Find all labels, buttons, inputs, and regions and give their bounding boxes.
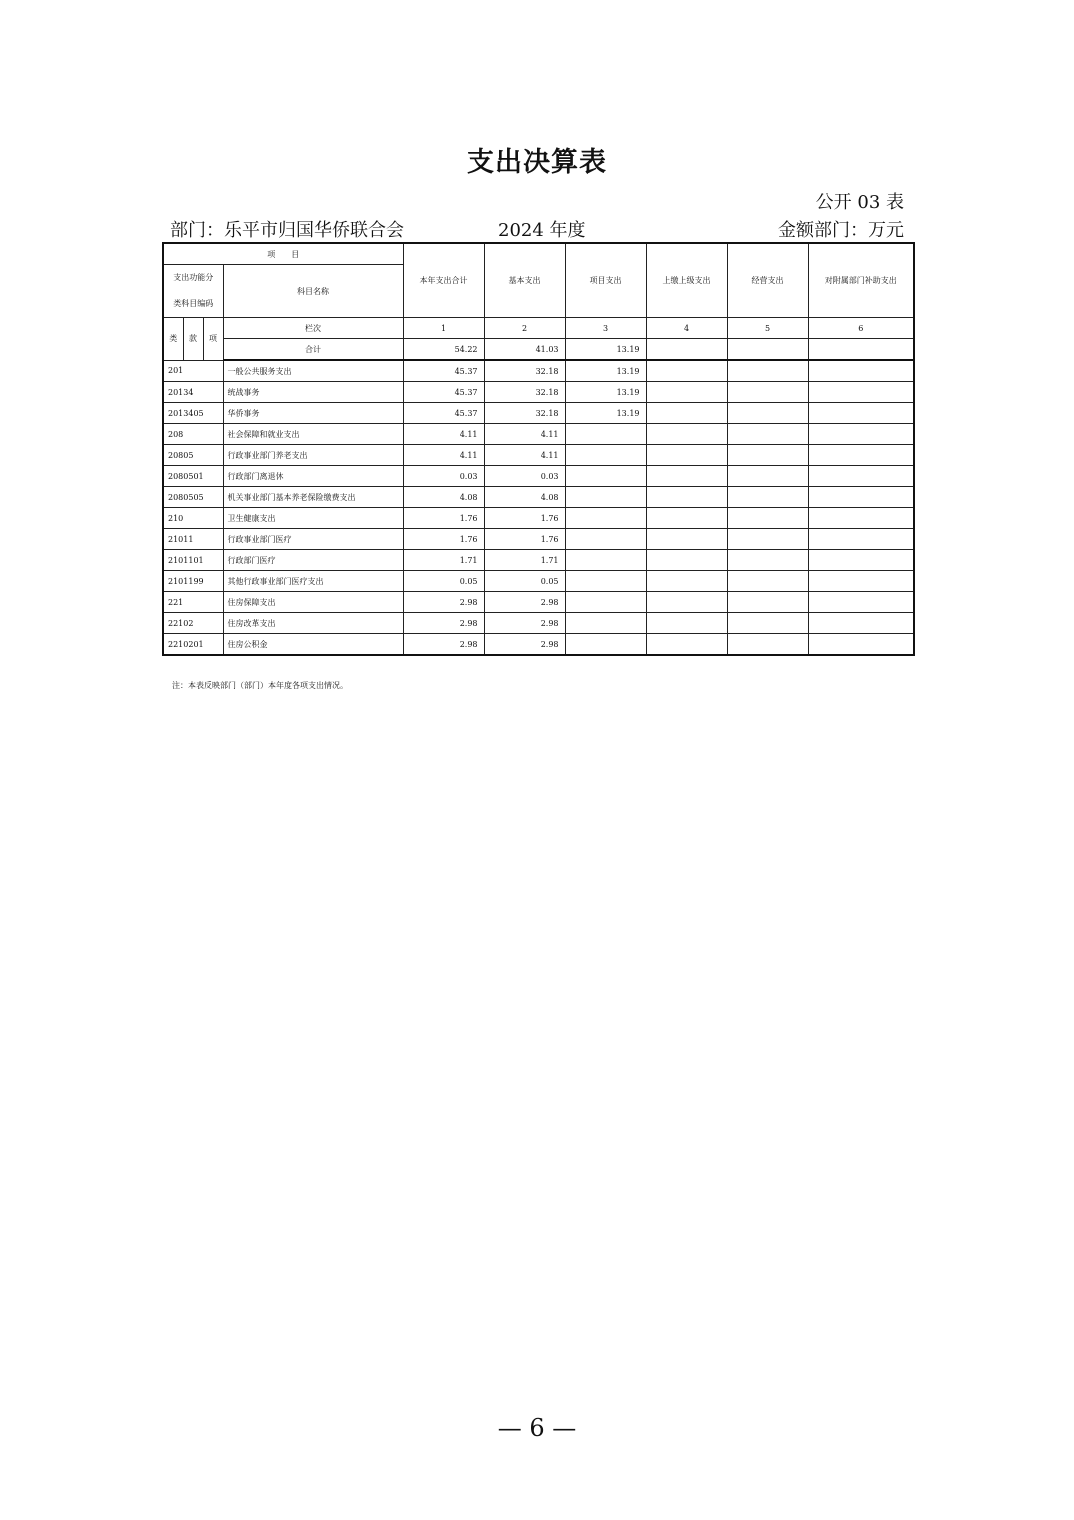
subject-code: 20134 — [163, 382, 223, 403]
amount-cell: 2.98 — [403, 634, 484, 656]
subject-name: 社会保障和就业支出 — [223, 424, 403, 445]
subject-name-header: 科目名称 — [223, 265, 403, 318]
func-code-line2: 类科目编码 — [173, 299, 214, 308]
total-cell — [727, 339, 808, 361]
col-header: 上缴上级支出 — [646, 243, 727, 318]
amount-cell — [565, 571, 646, 592]
subject-name: 其他行政事业部门医疗支出 — [223, 571, 403, 592]
amount-cell — [808, 550, 914, 571]
amount-cell: 45.37 — [403, 382, 484, 403]
col-number: 5 — [727, 318, 808, 339]
subject-code: 20805 — [163, 445, 223, 466]
amount-cell — [565, 529, 646, 550]
subject-code: 2080501 — [163, 466, 223, 487]
amount-cell — [727, 466, 808, 487]
amount-cell — [646, 550, 727, 571]
col-index-label: 栏次 — [223, 318, 403, 339]
amount-cell — [808, 360, 914, 382]
amount-cell — [727, 508, 808, 529]
amount-cell — [808, 529, 914, 550]
subject-code: 2101199 — [163, 571, 223, 592]
subject-code: 210 — [163, 508, 223, 529]
amount-cell — [727, 382, 808, 403]
project-header: 项 目 — [163, 243, 403, 265]
table-row — [163, 592, 914, 613]
total-label: 合计 — [223, 339, 403, 361]
amount-cell — [808, 613, 914, 634]
amount-cell — [727, 592, 808, 613]
amount-cell: 1.71 — [484, 550, 565, 571]
expenditure-table — [162, 242, 915, 656]
col-header: 项目支出 — [565, 243, 646, 318]
subject-name: 机关事业部门基本养老保险缴费支出 — [223, 487, 403, 508]
col-number: 2 — [484, 318, 565, 339]
subject-name: 住房保障支出 — [223, 592, 403, 613]
amount-cell — [565, 592, 646, 613]
amount-cell: 13.19 — [565, 382, 646, 403]
subject-name: 行政事业部门养老支出 — [223, 445, 403, 466]
table-row — [163, 382, 914, 403]
xiang-header: 项 — [203, 318, 223, 361]
amount-cell — [727, 550, 808, 571]
amount-cell: 1.71 — [403, 550, 484, 571]
amount-cell — [565, 634, 646, 656]
subject-code: 201 — [163, 360, 223, 382]
amount-unit: 金额部门：万元 — [778, 220, 904, 241]
col-number: 1 — [403, 318, 484, 339]
subject-code: 221 — [163, 592, 223, 613]
amount-cell — [727, 634, 808, 656]
amount-cell: 0.03 — [403, 466, 484, 487]
amount-cell: 32.18 — [484, 360, 565, 382]
subject-code: 2080505 — [163, 487, 223, 508]
total-cell: 54.22 — [403, 339, 484, 361]
table-row — [163, 571, 914, 592]
amount-cell: 45.37 — [403, 360, 484, 382]
subject-name: 华侨事务 — [223, 403, 403, 424]
amount-cell — [565, 613, 646, 634]
amount-cell — [646, 592, 727, 613]
amount-cell: 4.11 — [403, 445, 484, 466]
subject-code: 2210201 — [163, 634, 223, 656]
amount-cell — [646, 529, 727, 550]
amount-cell — [808, 445, 914, 466]
amount-cell — [646, 360, 727, 382]
amount-cell: 4.11 — [484, 424, 565, 445]
amount-cell: 45.37 — [403, 403, 484, 424]
amount-cell — [565, 508, 646, 529]
amount-cell: 0.03 — [484, 466, 565, 487]
table-row — [163, 529, 914, 550]
fiscal-year: 2024 年度 — [498, 220, 586, 241]
table-note: 注：本表反映部门（部门）本年度各项支出情况。 — [172, 681, 348, 690]
subject-code: 208 — [163, 424, 223, 445]
amount-cell — [646, 403, 727, 424]
total-cell: 41.03 — [484, 339, 565, 361]
subject-name: 统战事务 — [223, 382, 403, 403]
col-number: 6 — [808, 318, 914, 339]
amount-cell — [646, 382, 727, 403]
amount-cell — [727, 445, 808, 466]
form-number: 公开 03 表 — [815, 192, 904, 213]
amount-cell — [808, 382, 914, 403]
page-number: — 6 — — [497, 1414, 577, 1442]
table-row — [163, 403, 914, 424]
subject-name: 行政部门离退休 — [223, 466, 403, 487]
amount-cell: 0.05 — [484, 571, 565, 592]
func-code-line1: 支出功能分 — [173, 273, 214, 282]
amount-cell: 4.08 — [484, 487, 565, 508]
amount-cell — [808, 634, 914, 656]
amount-cell — [727, 571, 808, 592]
lei-header: 类 — [163, 318, 183, 361]
total-cell — [646, 339, 727, 361]
col-header: 经营支出 — [727, 243, 808, 318]
subject-code: 2013405 — [163, 403, 223, 424]
col-header: 基本支出 — [484, 243, 565, 318]
amount-cell — [646, 487, 727, 508]
amount-cell: 13.19 — [565, 403, 646, 424]
subject-code: 22102 — [163, 613, 223, 634]
subject-name: 一般公共服务支出 — [223, 360, 403, 382]
amount-cell: 2.98 — [403, 592, 484, 613]
col-number: 4 — [646, 318, 727, 339]
amount-cell — [565, 487, 646, 508]
func-code-header — [163, 265, 223, 318]
kuan-header: 款 — [183, 318, 203, 361]
amount-cell — [646, 424, 727, 445]
amount-cell — [646, 613, 727, 634]
amount-cell — [727, 424, 808, 445]
department-label: 部门：乐平市归国华侨联合会 — [170, 220, 404, 241]
amount-cell — [727, 613, 808, 634]
amount-cell: 32.18 — [484, 382, 565, 403]
table-row — [163, 550, 914, 571]
amount-cell: 2.98 — [484, 613, 565, 634]
amount-cell — [808, 487, 914, 508]
col-header: 本年支出合计 — [403, 243, 484, 318]
amount-cell: 1.76 — [403, 529, 484, 550]
subject-code: 21011 — [163, 529, 223, 550]
amount-cell — [808, 424, 914, 445]
amount-cell: 1.76 — [403, 508, 484, 529]
amount-cell — [808, 508, 914, 529]
total-cell — [808, 339, 914, 361]
amount-cell — [646, 571, 727, 592]
amount-cell — [646, 445, 727, 466]
amount-cell: 2.98 — [484, 592, 565, 613]
amount-cell: 1.76 — [484, 529, 565, 550]
page-title: 支出决算表 — [467, 147, 607, 178]
amount-cell — [727, 403, 808, 424]
amount-cell — [808, 571, 914, 592]
amount-cell: 13.19 — [565, 360, 646, 382]
amount-cell — [727, 360, 808, 382]
amount-cell — [646, 466, 727, 487]
table-row — [163, 445, 914, 466]
table-row — [163, 613, 914, 634]
table-row — [163, 424, 914, 445]
amount-cell: 2.98 — [403, 613, 484, 634]
amount-cell — [727, 529, 808, 550]
col-number: 3 — [565, 318, 646, 339]
subject-name: 行政部门医疗 — [223, 550, 403, 571]
subject-name: 行政事业部门医疗 — [223, 529, 403, 550]
amount-cell: 1.76 — [484, 508, 565, 529]
subject-name: 卫生健康支出 — [223, 508, 403, 529]
amount-cell: 4.11 — [403, 424, 484, 445]
amount-cell: 4.08 — [403, 487, 484, 508]
amount-cell — [808, 466, 914, 487]
amount-cell — [565, 466, 646, 487]
subject-name: 住房公积金 — [223, 634, 403, 656]
col-header: 对附属部门补助支出 — [808, 243, 914, 318]
amount-cell — [646, 508, 727, 529]
table-row — [163, 508, 914, 529]
amount-cell — [565, 550, 646, 571]
amount-cell: 32.18 — [484, 403, 565, 424]
amount-cell — [565, 424, 646, 445]
table-row — [163, 634, 914, 656]
amount-cell — [808, 592, 914, 613]
table-row — [163, 487, 914, 508]
amount-cell — [808, 403, 914, 424]
amount-cell — [727, 487, 808, 508]
subject-code: 2101101 — [163, 550, 223, 571]
table-row — [163, 360, 914, 382]
amount-cell — [565, 445, 646, 466]
total-cell: 13.19 — [565, 339, 646, 361]
subject-name: 住房改革支出 — [223, 613, 403, 634]
amount-cell: 4.11 — [484, 445, 565, 466]
amount-cell — [646, 634, 727, 656]
amount-cell: 2.98 — [484, 634, 565, 656]
amount-cell: 0.05 — [403, 571, 484, 592]
table-row — [163, 466, 914, 487]
